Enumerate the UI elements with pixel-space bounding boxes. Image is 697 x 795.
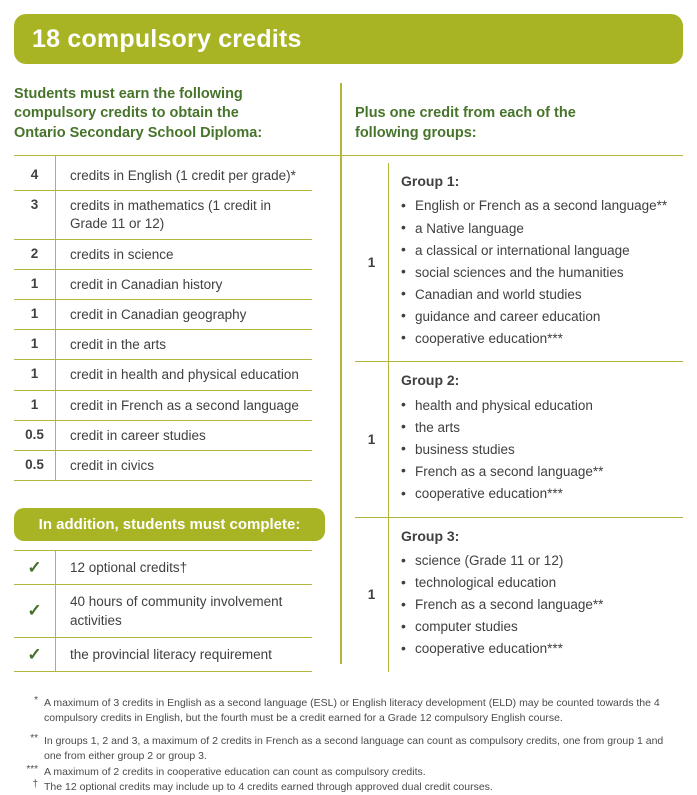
credit-row: [14, 360, 312, 390]
group-item: • cooperative education***: [401, 484, 683, 506]
credit-group: [355, 362, 683, 517]
footnote: [8, 765, 683, 780]
credit-quantity: 0.5: [14, 451, 56, 480]
group-quantity: 1: [355, 518, 389, 672]
footnote-text: A maximum of 3 credits in English as a second language (ESL) or English literacy development (ELD) may be counted towards the 4 compulsory credits in English, but the fourth must be a credit earned for a Grade 12 compulsory English course.: [44, 697, 660, 725]
footnotes: [8, 696, 683, 794]
group-item: • English or French as a second language**: [401, 196, 683, 218]
footnote-marker: **: [30, 732, 38, 744]
content-columns: [14, 64, 683, 672]
credit-quantity: 4: [14, 156, 56, 190]
credit-quantity: 1: [14, 391, 56, 420]
group-item: • French as a second language**: [401, 595, 683, 617]
checklist-row: [14, 551, 312, 585]
column-divider: [340, 83, 342, 664]
group-item: • technological education: [401, 573, 683, 595]
group-item-list: [401, 551, 683, 661]
group-item-list: [401, 196, 683, 350]
group-item: • social sciences and the humanities: [401, 262, 683, 284]
credit-groups: [355, 156, 683, 672]
group-quantity: 1: [355, 163, 389, 361]
credit-description: credit in French as a second language: [70, 397, 299, 413]
checklist-row: [14, 585, 312, 637]
group-item: • health and physical education: [401, 395, 683, 417]
group-item: • the arts: [401, 417, 683, 439]
footnote-marker: †: [32, 778, 38, 790]
checkmark-icon: ✓: [14, 638, 56, 671]
credit-row: [14, 391, 312, 421]
credit-quantity: 1: [14, 360, 56, 389]
group-quantity: 1: [355, 362, 389, 516]
group-item: • a classical or international language: [401, 240, 683, 262]
credit-description: credit in health and physical education: [70, 367, 299, 383]
group-content: [389, 163, 683, 361]
checklist-item-text: 40 hours of community involvement activities: [70, 594, 283, 628]
credit-row: [14, 156, 312, 191]
credit-quantity: 1: [14, 270, 56, 299]
credit-description: credit in the arts: [70, 337, 167, 353]
addition-checklist: [14, 550, 312, 672]
group-item: • French as a second language**: [401, 461, 683, 483]
group-item: • science (Grade 11 or 12): [401, 551, 683, 573]
credit-row: [14, 330, 312, 360]
compulsory-credits-intro: Students must earn the following compulsory credits to obtain the Ontario Secondary School Diploma:: [14, 86, 263, 141]
footnote-marker: *: [34, 695, 38, 707]
page-header: [14, 14, 683, 64]
credit-description: credits in English (1 credit per grade)*: [70, 167, 296, 183]
group-content: [389, 518, 683, 672]
group-title: Group 3:: [401, 527, 460, 544]
credit-quantity: 3: [14, 191, 56, 238]
credit-quantity: 2: [14, 240, 56, 269]
footnote: [8, 780, 683, 795]
group-item: • cooperative education***: [401, 639, 683, 661]
group-item: • Canadian and world studies: [401, 284, 683, 306]
group-item-list: [401, 395, 683, 505]
credit-group: [355, 518, 683, 672]
credit-row: [14, 451, 312, 481]
checklist-item-text: 12 optional credits†: [70, 560, 188, 576]
credit-description: credit in civics: [70, 458, 155, 474]
checklist-row: [14, 638, 312, 672]
credit-quantity: 1: [14, 300, 56, 329]
credit-quantity: 0.5: [14, 421, 56, 450]
group-item: • guidance and career education: [401, 306, 683, 328]
group-item: • a Native language: [401, 218, 683, 240]
credit-row: [14, 300, 312, 330]
diploma-requirements-page: [0, 14, 697, 793]
credit-description: credit in career studies: [70, 427, 206, 443]
credit-group: [355, 163, 683, 362]
checklist-item-text: the provincial literacy requirement: [70, 646, 272, 662]
group-title: Group 1:: [401, 172, 460, 189]
credit-row: [14, 240, 312, 270]
group-item: • business studies: [401, 439, 683, 461]
credit-row: [14, 191, 312, 239]
group-title: Group 2:: [401, 372, 460, 389]
checkmark-icon: ✓: [14, 585, 56, 636]
checkmark-icon: ✓: [14, 551, 56, 584]
credit-description: credit in Canadian geography: [70, 306, 247, 322]
addition-header-bar: [14, 508, 325, 541]
page-title: 18 compulsory credits: [32, 24, 302, 53]
footnote-marker: ***: [26, 763, 38, 775]
credit-description: credits in science: [70, 246, 174, 262]
footnote: [8, 696, 683, 726]
credit-description: credit in Canadian history: [70, 276, 223, 292]
addition-title: In addition, students must complete:: [38, 516, 301, 534]
footnote: [8, 734, 683, 764]
footnote-text: In groups 1, 2 and 3, a maximum of 2 credits in French as a second language can count as compulsory credits, one from group 1 and one from either group 2 or group 3.: [44, 734, 664, 762]
compulsory-credits-table: [14, 156, 312, 481]
group-content: [389, 362, 683, 516]
groups-intro: Plus one credit from each of the following groups:: [355, 105, 576, 141]
credit-quantity: 1: [14, 330, 56, 359]
footnote-text: The 12 optional credits may include up to 4 credits earned through approved dual credit courses.: [44, 780, 493, 793]
credit-row: [14, 270, 312, 300]
left-column-body: [14, 156, 326, 672]
group-item: • cooperative education***: [401, 328, 683, 350]
credit-description: credits in mathematics (1 credit in Grade 11 or 12): [70, 198, 272, 232]
group-item: • computer studies: [401, 617, 683, 639]
footnote-text: A maximum of 2 credits in cooperative education can count as compulsory credits.: [44, 765, 426, 778]
credit-row: [14, 421, 312, 451]
